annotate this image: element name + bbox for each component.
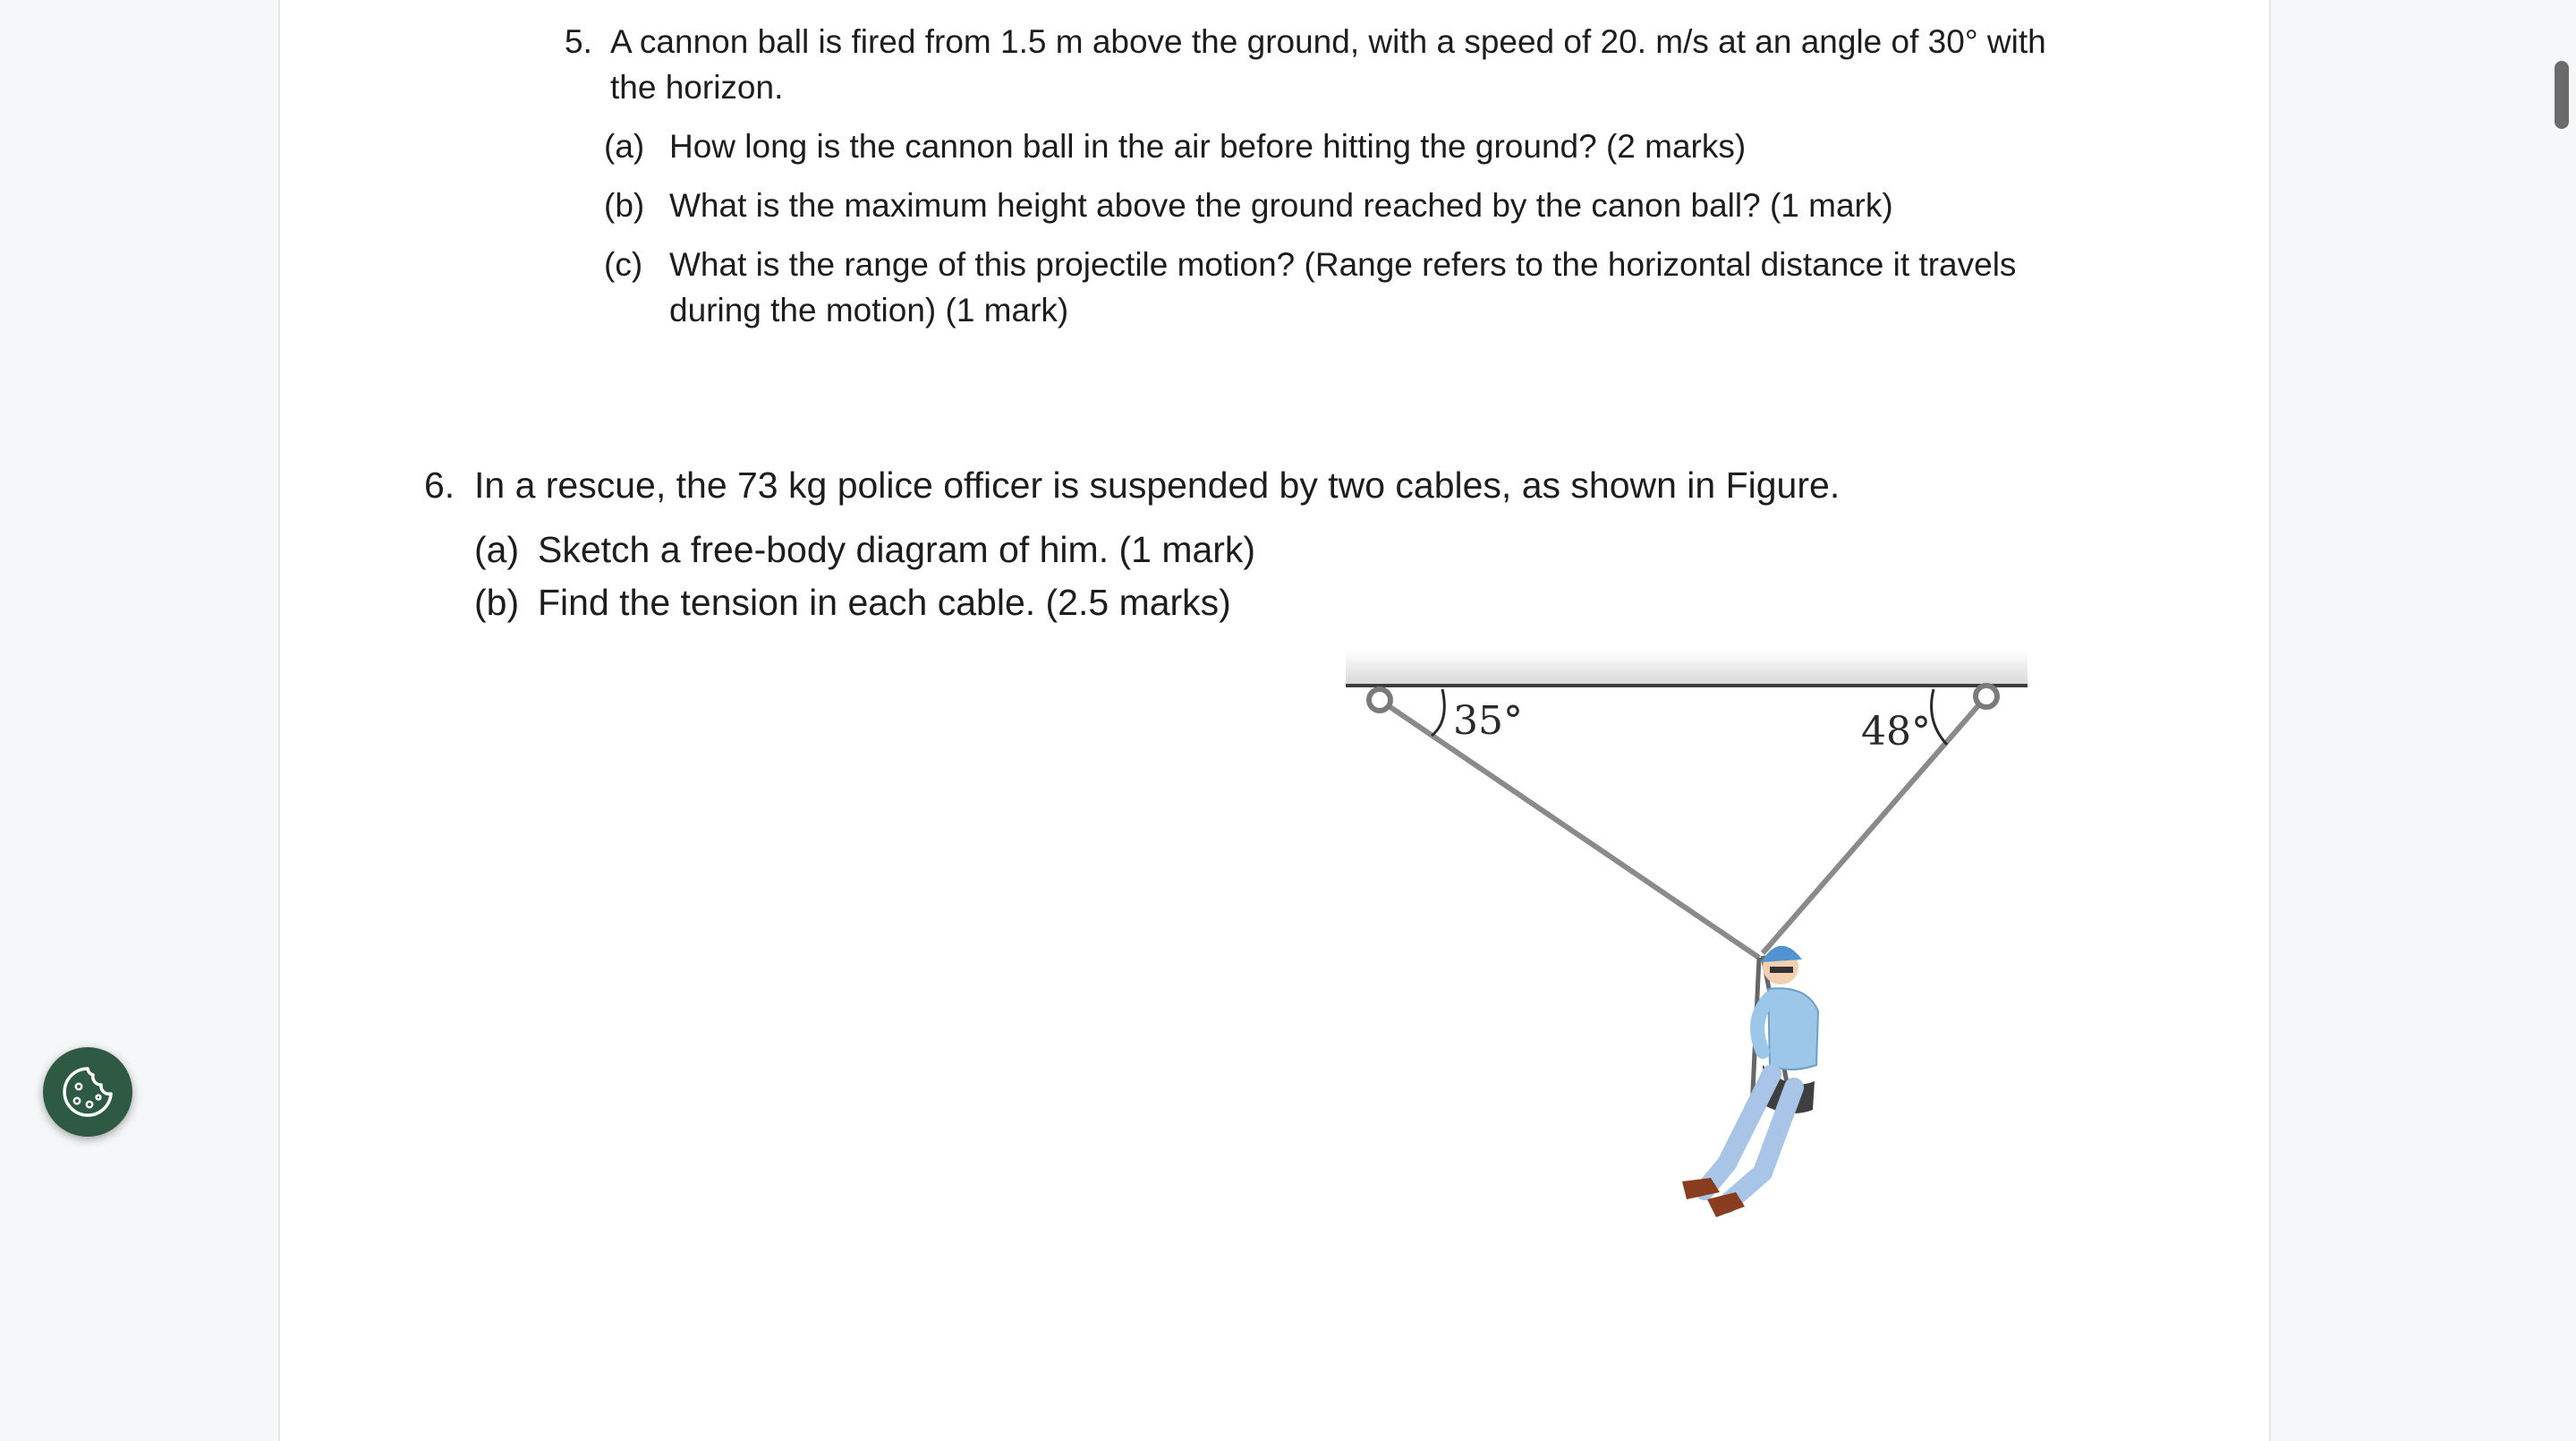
- right-angle-label: 48°: [1861, 709, 1931, 755]
- question-6a-label: (a): [474, 529, 520, 570]
- cookie-settings-button[interactable]: [43, 1047, 132, 1137]
- question-5c-label: (c): [604, 246, 643, 283]
- left-angle-label: 35°: [1453, 698, 1523, 744]
- question-5b-text: What is the maximum height above the ground reached by the canon ball? (1 mark): [669, 187, 1893, 224]
- right-angle-arc: [1932, 689, 1947, 745]
- left-cable: [1380, 700, 1759, 958]
- rescue-cables-figure: [1342, 644, 2031, 1226]
- right-anchor-icon: [1976, 686, 1997, 707]
- question-5c-text-line-1: What is the range of this projectile motion? (Range refers to the horizontal distance it travels: [669, 246, 2017, 283]
- police-officer-illustration: [1682, 946, 1818, 1217]
- question-5a-text: How long is the cannon ball in the air before hitting the ground? (2 marks): [669, 128, 1747, 165]
- scrollbar-thumb[interactable]: [2555, 61, 2569, 129]
- vertical-scrollbar[interactable]: [2546, 0, 2576, 1441]
- question-5-number: 5.: [565, 23, 592, 60]
- cookie-icon: [59, 1063, 116, 1121]
- question-6-stem: In a rescue, the 73 kg police officer is suspended by two cables, as shown in Figure.: [474, 465, 1841, 506]
- question-6b-label: (b): [474, 582, 520, 623]
- question-5c-text-line-2: during the motion) (1 mark): [669, 292, 1069, 328]
- question-5-stem-line-1: A cannon ball is fired from 1.5 m above the ground, with a speed of 20. m/s at an angle of 30° with: [610, 23, 2046, 60]
- question-5b-label: (b): [604, 187, 645, 224]
- left-angle-arc: [1432, 689, 1444, 736]
- question-5a-label: (a): [604, 128, 645, 165]
- left-anchor-icon: [1369, 689, 1390, 711]
- question-6b-text: Find the tension in each cable. (2.5 marks): [538, 582, 1231, 623]
- question-6-number: 6.: [424, 465, 455, 506]
- question-6a-text: Sketch a free-body diagram of him. (1 mark): [538, 529, 1256, 570]
- question-5-stem-line-2: the horizon.: [610, 69, 784, 106]
- ceiling: [1346, 650, 2028, 686]
